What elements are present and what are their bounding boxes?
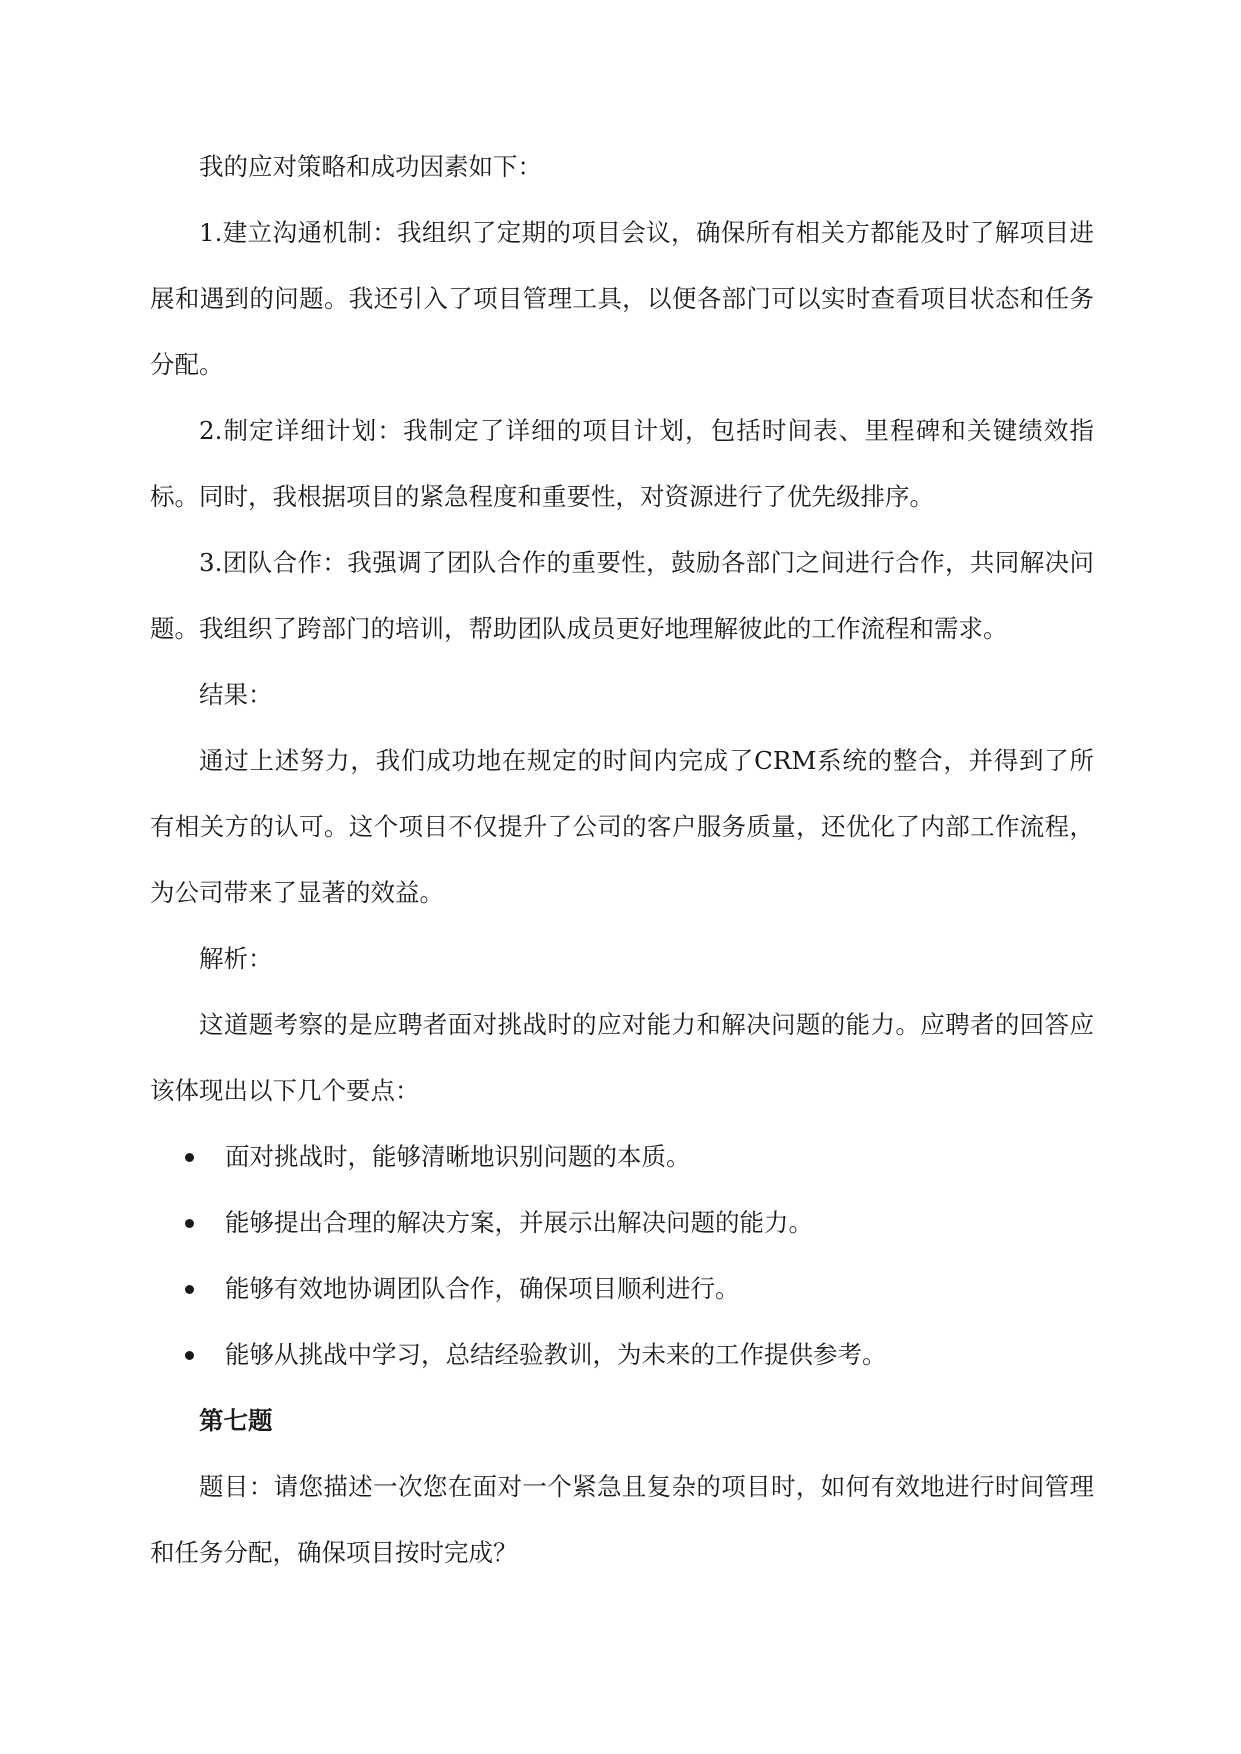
key-points-list [150, 1124, 1094, 1388]
list-item [150, 1322, 1094, 1388]
list-item [150, 1124, 1094, 1190]
list-item [150, 1190, 1094, 1256]
strategy-paragraph-1: 1.建立沟通机制：我组织了定期的项目会议，确保所有相关方都能及时了解项目进展和遇到的问题。我还引入了项目管理工具，以便各部门可以实时查看项目状态和任务分配。 [150, 218, 1094, 379]
bullet-icon [185, 1153, 194, 1162]
bullet-icon [185, 1285, 194, 1294]
analysis-paragraph: 这道题考察的是应聘者面对挑战时的应对能力和解决问题的能力。应聘者的回答应该体现出以下几个要点： [150, 1010, 1094, 1105]
list-item [150, 1256, 1094, 1322]
document-page [150, 134, 1094, 1586]
result-paragraph: 通过上述努力，我们成功地在规定的时间内完成了CRM系统的整合，并得到了所有相关方的认可。这个项目不仅提升了公司的客户服务质量，还优化了内部工作流程，为公司带来了显著的效益。 [150, 746, 1094, 907]
analysis-label: 解析： [199, 944, 273, 973]
bullet-icon [185, 1351, 194, 1360]
strategy-paragraph-2: 2.制定详细计划：我制定了详细的项目计划，包括时间表、里程碑和关键绩效指标。同时，我根据项目的紧急程度和重要性，对资源进行了优先级排序。 [150, 416, 1094, 511]
list-item-text: 面对挑战时，能够清晰地识别问题的本质。 [225, 1142, 691, 1171]
bullet-icon [185, 1219, 194, 1228]
result-label: 结果： [199, 680, 273, 709]
list-item-text: 能够提出合理的解决方案，并展示出解决问题的能力。 [225, 1208, 813, 1237]
question-paragraph: 题目：请您描述一次您在面对一个紧急且复杂的项目时，如何有效地进行时间管理和任务分配，确保项目按时完成？ [150, 1472, 1094, 1567]
list-item-text: 能够有效地协调团队合作，确保项目顺利进行。 [225, 1274, 740, 1303]
list-item-text: 能够从挑战中学习，总结经验教训，为未来的工作提供参考。 [225, 1340, 887, 1369]
section-heading: 第七题 [199, 1406, 273, 1435]
intro-paragraph: 我的应对策略和成功因素如下： [199, 152, 542, 181]
strategy-paragraph-3: 3.团队合作：我强调了团队合作的重要性，鼓励各部门之间进行合作，共同解决问题。我组织了跨部门的培训，帮助团队成员更好地理解彼此的工作流程和需求。 [150, 548, 1094, 643]
